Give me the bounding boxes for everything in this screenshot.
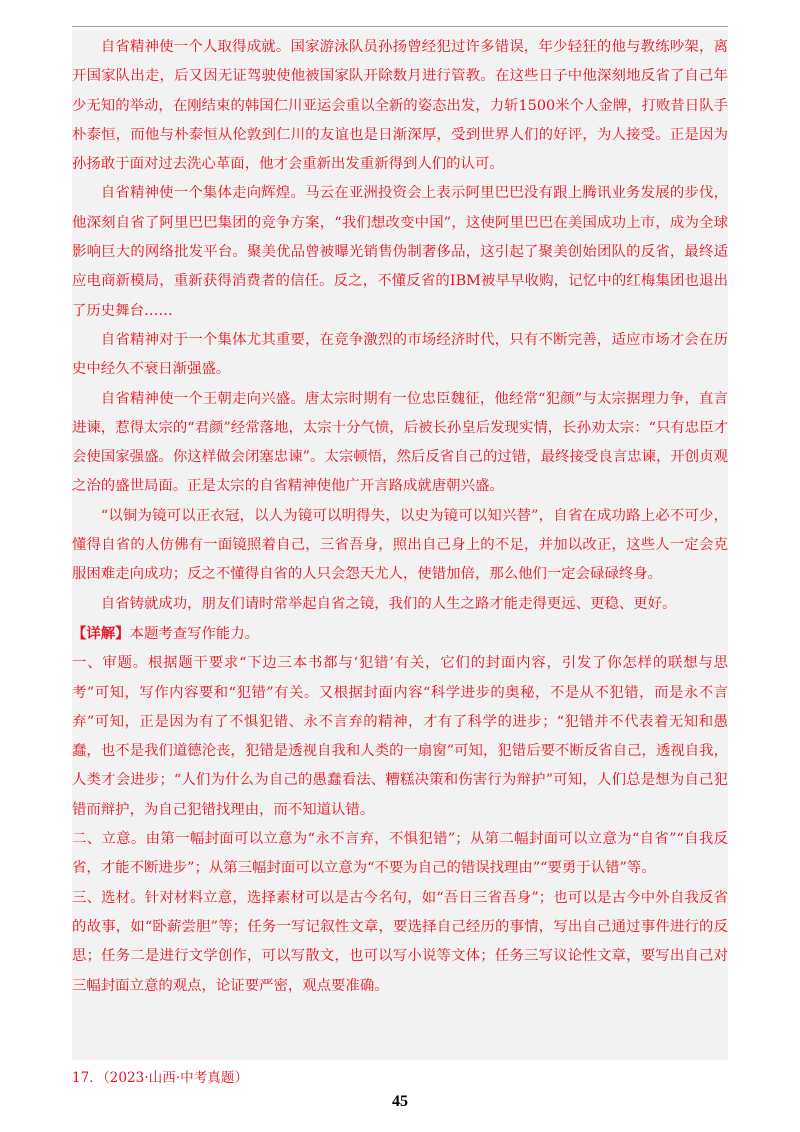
analysis-point-2: 二、立意。由第一幅封面可以立意为“永不言弃，不惧犯错”；从第二幅封面可以立意为“自省”“自我反省，才能不断进步”；从第三幅封面可以立意为“不要为自己的错误找理由”“要勇于认错”等。 [72, 831, 728, 877]
question-label: 17．（2023·山西·中考真题） [72, 1070, 249, 1086]
analysis-intro: 本题考查写作能力。 [129, 625, 260, 642]
essay-paragraph-2: 自省精神使一个集体走向辉煌。马云在亚洲投资会上表示阿里巴巴没有跟上腾讯业务发展的步伐，他深刻自省了阿里巴巴集团的竞争方案，“我们想改变中国”，这使阿里巴巴在美国成功上市，成为全球影响巨大的网络批发平台。聚美优品曾被曝光销售伪制奢侈品，这引起了聚美创始团队的反省，最终适应电商新模局，重新获得消费者的信任。反之，不懂反省的IBM被早早收购，记忆中的红梅集团也退出了历史舞台…… [72, 185, 728, 319]
essay-paragraph-5: “以铜为镜可以正衣冠，以人为镜可以明得失，以史为镜可以知兴替”，自省在成功路上必不可少，懂得自省的人仿佛有一面镜照着自己，三省吾身，照出自己身上的不足，并加以改正，这些人一定会克服困难走向成功；反之不懂得自省的人只会怨天尤人，使错加倍，那么他们一定会碌碌终身。 [72, 507, 728, 583]
analysis-point-3: 三、选材。针对材料立意，选择素材可以是古今名句，如“吾日三省吾身”；也可以是古今中外自我反省的故事，如“卧薪尝胆”等；任务一写记叙性文章，要选择自己经历的事情，写出自己通过事件进行的反思；任务二是进行文学创作，可以写散文，也可以写小说等文体；任务三写议论性文章，要写出自己对三幅封面立意的观点，论证要严密，观点要准确。 [72, 889, 728, 994]
essay-paragraph-3: 自省精神对于一个集体尤其重要，在竞争激烈的市场经济时代，只有不断完善，适应市场才会在历史中经久不衰日渐强盛。 [72, 331, 728, 378]
page-number: 45 [392, 1093, 408, 1110]
analysis-heading [72, 619, 728, 649]
analysis-tag: 【详解】 [72, 624, 130, 642]
essay-paragraph-1: 自省精神使一个人取得成就。国家游泳队员孙扬曾经犯过许多错误，年少轻狂的他与教练吵架，离开国家队出走，后又因无证驾驶使他被国家队开除数月进行管教。在这些日子中他深刻地反省了自己年少无知的举动，在刚结束的韩国仁川亚运会重以全新的姿态出发，力斩1500米个人金牌，打败昔日队手朴泰恒，而他与朴泰恒从伦敦到仁川的友谊也是日渐深厚，受到世界人们的好评，为人接受。正是因为孙扬敢于面对过去洗心革面，他才会重新出发重新得到人们的认可。 [72, 39, 728, 173]
essay-paragraph-6: 自省铸就成功，朋友们请时常举起自省之镜，我们的人生之路才能走得更远、更稳、更好。 [100, 595, 677, 612]
answer-text [72, 33, 728, 1001]
header-rule [72, 26, 728, 27]
essay-paragraph-4: 自省精神使一个王朝走向兴盛。唐太宗时期有一位忠臣魏征，他经常“犯颜”与太宗据理力争，直言进谏，惹得太宗的“君颜”经常落地，太宗十分气愤，后被长孙皇后发现实情，长孙劝太宗：“只有忠臣才会使国家强盛。你这样做会闭塞忠谏”。太宗顿悟，然后反省自己的过错，最终接受良言忠谏，开创贞观之治的盛世局面。正是太宗的自省精神使他广开言路成就唐朝兴盛。 [72, 390, 728, 495]
analysis-point-1: 一、审题。根据题干要求“下边三本书都与‘犯错’有关，它们的封面内容，引发了你怎样的联想与思考”可知，写作内容要和“犯错”有关。又根据封面内容“科学进步的奥秘，不是从不犯错，而是永不言弃”可知，正是因为有了不惧犯错、永不言弃的精神，才有了科学的进步；“犯错并不代表着无知和愚蠢，也不是我们道德沦丧，犯错是透视自我和人类的一扇窗”可知，犯错后要不断反省自己，透视自我，人类才会进步；“人们为什么为自己的愚蠢看法、糟糕决策和伤害行为辩护”可知，人们总是想为自己犯错而辩护，为自己犯错找理由，而不知道认错。 [72, 655, 728, 818]
